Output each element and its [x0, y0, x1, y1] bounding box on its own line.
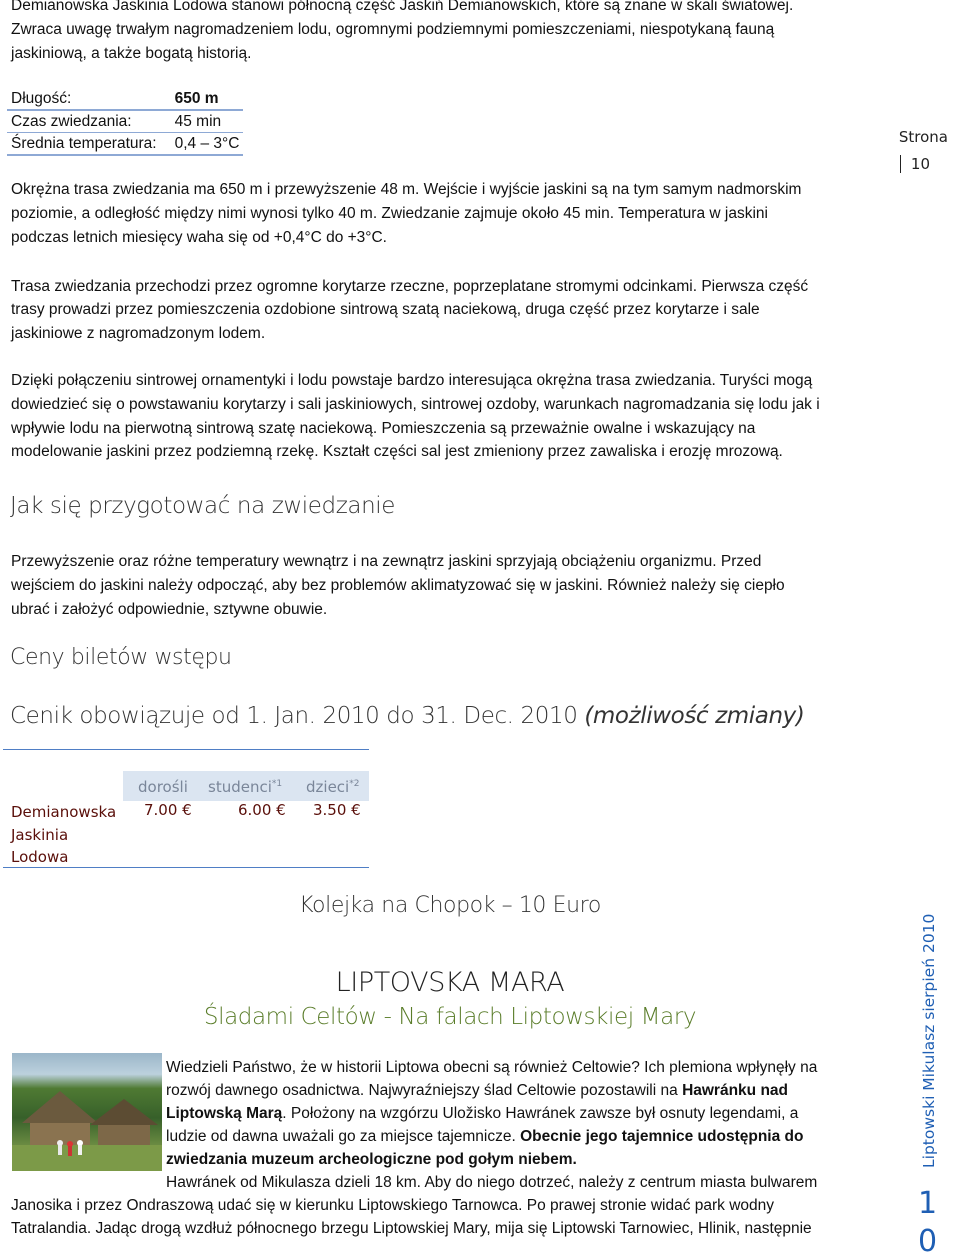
final-line-6: Hawránek od Mikulasza dzieli 18 km. Aby do niego dotrzeć, należy z centrum miasta bulwarem	[166, 1174, 818, 1191]
price-row-name	[11, 801, 116, 869]
price-adults: 7.00 €	[144, 801, 192, 819]
page-label: Strona	[898, 128, 948, 146]
vertical-footer-text: Liptowski Mikulasz sierpień 2010	[920, 913, 938, 1168]
para2-line-2: trasy prowadzi przez pomieszczenia ozdobione sintrową szatą naciekową, druga część przez korytarze i sale	[11, 301, 760, 318]
page-number: 10	[900, 155, 930, 173]
corner-number-bottom: 0	[918, 1224, 938, 1259]
price-table-top-rule	[3, 749, 369, 750]
price-table-bottom-rule	[3, 867, 369, 868]
header-children: dzieci$^{*2}$	[306, 778, 360, 796]
spec-row-duration	[7, 110, 243, 133]
final-line-3: Liptowską Marą. Położony na wzgórzu Uložisko Hawránek zawsze był osnuty legendami, a	[166, 1105, 799, 1122]
final-line-2: rozwój dawnego osadnictwa. Najwyraźniejszy ślad Celtowie pozostawili na Hawránku nad	[166, 1082, 789, 1099]
final-line-5: zwiedzania muzeum archeologiczne pod gołym niebem.	[166, 1151, 577, 1168]
intro-line-3: jaskiniową, a także bogatą historią.	[11, 45, 252, 62]
para1-line-1: Okrężna trasa zwiedzania ma 650 m i przewyższenie 48 m. Wejście i wyjście jaskini są na tym samym nadmorskim	[11, 181, 802, 198]
intro-line-2: Zwraca uwagę trwałym nagromadzeniem lodu, ogromnymi podziemnymi pomieszczeniami, niespotykaną fauną	[11, 21, 775, 38]
price-row-name-line: Lodowa	[11, 848, 69, 866]
price-students: 6.00 €	[238, 801, 286, 819]
spec-value: 0,4 – 3°C	[161, 133, 244, 156]
price-validity-main: Cenik obowiązuje od 1. Jan. 2010 do 31. Dec. 2010	[10, 703, 585, 729]
section-title-liptovska: LIPTOVSKA MARA	[335, 967, 565, 998]
final-line-8: Tatralandia. Jadąc drogą wzdłuż północnego brzegu Liptowskiej Mary, mija się Liptowski Tarnowiec, Hlinik, następnie	[11, 1220, 812, 1237]
price-row-name-line: Demianowska	[11, 803, 117, 821]
section-subtitle-liptovska: Śladami Celtów - Na falach Liptowskiej Mary	[203, 1004, 697, 1030]
spec-value: 45 min	[174, 113, 222, 130]
spec-label: Średnia temperatura:	[7, 133, 161, 156]
section-heading-prepare: Jak się przygotować na zwiedzanie	[10, 493, 395, 519]
photo-illustration	[12, 1053, 162, 1171]
cave-specs-table	[7, 88, 243, 156]
para1-line-2: poziomie, a odległość między nimi wynosi tylko 40 m. Zwiedzanie zajmuje około 45 min. Temperatura w jaskini	[11, 205, 768, 222]
price-children: 3.50 €	[313, 801, 361, 819]
price-table-header	[123, 771, 369, 801]
header-students: studenci$^{*1}$	[208, 778, 283, 796]
cable-car-price: Kolejka na Chopok – 10 Euro	[299, 893, 601, 918]
spec-label: Długość:	[7, 88, 161, 110]
para3-line-2: dowiedzieć się o powstawaniu korytarzy i sali jaskiniowych, sintrowej ozdoby, warunkach nagromadzania się lodu jak i	[11, 396, 820, 413]
section-heading-prices: Ceny biletów wstępu	[10, 645, 232, 670]
header-adults: dorośli	[138, 778, 188, 796]
final-line-1: Wiedzieli Państwo, że w historii Liptowa obecni są również Celtowie? Ich plemiona wpłynęły na	[166, 1059, 818, 1076]
para2-line-1: Trasa zwiedzania przechodzi przez ogromne korytarze rzeczne, poprzeplatane stromymi odcinkami. Pierwsza część	[11, 278, 809, 295]
intro-line-1: Demianowska Jaskinia Lodowa stanowi północną część Jaskiń Demianowskich, które są znane w skali światowej.	[11, 0, 794, 14]
final-line-4: ludzie od dawna uważali go za miejsce tajemnicze. Obecnie jego tajemnice udostępnia do	[166, 1128, 804, 1145]
celtic-settlement-photo	[12, 1053, 162, 1171]
price-row-name-line: Jaskinia	[11, 825, 69, 844]
para4-line-1: Przewyższenie oraz różne temperatury wewnątrz i na zewnątrz jaskini sprzyjają obciążeniu organizmu. Przed	[11, 553, 762, 570]
para4-line-2: wejściem do jaskini należy odpocząć, aby bez problemów aklimatyzować się w jaskini. Również należy się ciepło	[11, 577, 785, 594]
final-line-7: Janosika i przez Ondraszową udać się w kierunku Liptowskiego Tarnowca. Po prawej stronie widać park wodny	[11, 1197, 775, 1214]
para1-line-3: podczas letnich miesięcy waha się od +0,4°C do +3°C.	[11, 229, 387, 246]
price-validity	[10, 703, 804, 729]
corner-number-top: 1	[918, 1186, 938, 1221]
para3-line-1: Dzięki połączeniu sintrowej ornamentyki i lodu powstaje bardzo interesująca okrężna trasa zwiedzania. Turyści mogą	[11, 372, 813, 389]
spec-row-temperature	[7, 133, 243, 156]
spec-value: 650 m	[161, 88, 244, 110]
para3-line-3: wpływie lodu na pierwotną sintrową szatę naciekową. Pomieszczenia są przeważnie owalne i wskazujący na	[11, 420, 756, 437]
para2-line-3: jaskiniowe z nagromadzonym lodem.	[11, 325, 266, 342]
spec-label: Czas zwiedzania:	[11, 113, 132, 130]
spec-row-length	[7, 88, 243, 110]
price-validity-note: (możliwość zmiany)	[584, 703, 805, 729]
para3-line-4: modelowanie jaskini przez podziemną rzekę. Kształt części sal jest zmieniony przez zawaliska i erozję mrozową.	[11, 443, 783, 460]
para4-line-3: ubrać i założyć odpowiednie, sztywne obuwie.	[11, 601, 328, 618]
